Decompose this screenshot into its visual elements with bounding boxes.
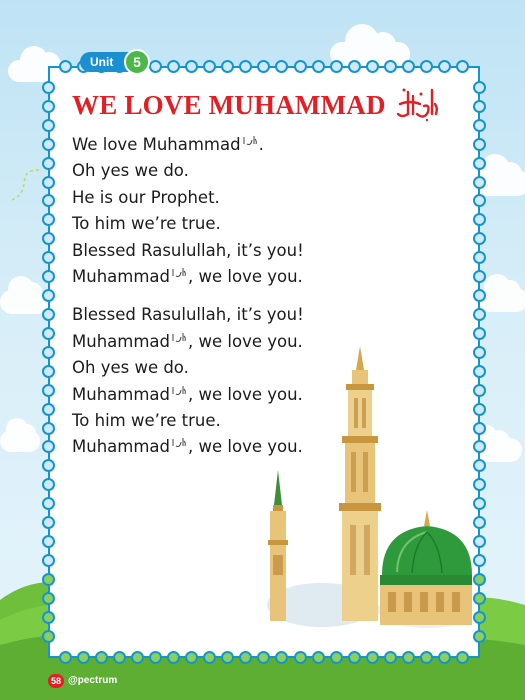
green-dome — [380, 510, 472, 625]
frame-scallop-bottom — [56, 651, 472, 664]
poem-line: Oh yes we do. — [72, 161, 189, 181]
poem-line: He is our Prophet. — [72, 187, 220, 207]
unit-number: 5 — [124, 49, 150, 75]
poem-line: To him we’re true. — [72, 411, 221, 431]
page-title: WE LOVE MUHAMMAD — [72, 90, 386, 120]
small-minaret — [268, 470, 288, 621]
poem-line: Muhammad , we love you. — [72, 331, 303, 351]
unit-label: Unit — [90, 55, 114, 69]
poem-line: We love Muhammad . — [72, 135, 264, 154]
poem-line: Oh yes we do. — [72, 358, 189, 378]
frame-scallop-right — [473, 78, 486, 646]
salawat-calligraphy-icon — [394, 84, 440, 122]
salawat-icon — [242, 134, 258, 146]
frame-scallop-left — [42, 78, 55, 646]
poem-line: Muhammad , we love you. — [72, 267, 303, 287]
decorative-squiggle — [4, 165, 44, 205]
poem-line: To him we’re true. — [72, 214, 221, 234]
poem-line: Blessed Rasulullah, it’s you! — [72, 240, 304, 260]
page-footer — [48, 674, 117, 688]
salawat-icon — [171, 384, 187, 396]
stanza-1 — [72, 132, 332, 290]
salawat-icon — [171, 436, 187, 448]
page-number: 58 — [48, 674, 64, 688]
poem-line: Blessed Rasulullah, it’s you! — [72, 305, 304, 325]
main-minaret — [339, 346, 381, 621]
salawat-icon — [171, 331, 187, 343]
cloud — [0, 430, 40, 452]
mosque-illustration — [262, 340, 472, 640]
salawat-icon — [171, 266, 187, 278]
poem-line: Muhammad , we love you. — [72, 437, 303, 457]
publisher-logo: @pectrum — [68, 675, 118, 686]
poem-line: Muhammad , we love you. — [72, 384, 303, 404]
